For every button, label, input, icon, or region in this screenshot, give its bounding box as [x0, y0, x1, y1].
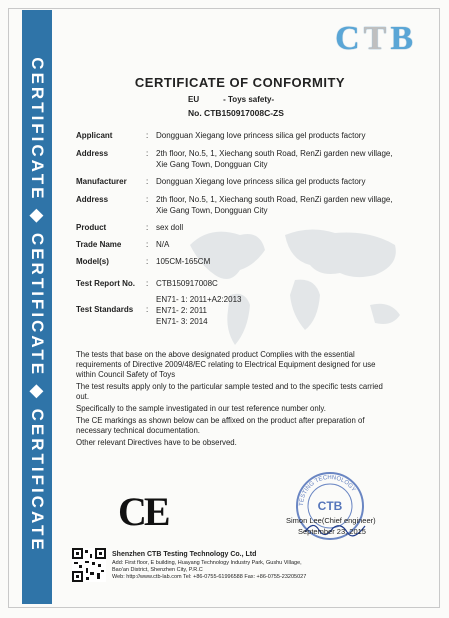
standard-line: EN71- 2: 2011	[156, 306, 207, 315]
certificate-title: CERTIFICATE OF CONFORMITY	[134, 75, 346, 90]
signature-date: September 23, 2015	[298, 527, 366, 536]
ce-mark: CE	[118, 489, 168, 534]
issuer-company: Shenzhen CTB Testing Technology Co., Ltd	[112, 551, 257, 558]
certificate-scope	[188, 95, 274, 104]
ctb-logo	[335, 22, 413, 56]
field-value: 2th floor, No.5, 1, Xiechang south Road, RenZi garden new village, Xie Gang Town, Dongguan City	[156, 149, 393, 169]
field-value: CTB150917008C	[156, 279, 218, 288]
standard-line: EN71- 1: 2011+A2:2013	[156, 295, 242, 304]
field-label: Product	[76, 223, 107, 232]
field-label: Model(s)	[76, 257, 109, 266]
issuer-contact: Web: http://www.ctb-lab.com Tel: +86-0755-61996588 Fax: +86-0755-23205027	[112, 574, 307, 580]
standard-line: EN71- 3: 2014	[156, 317, 208, 326]
field-label: Test Report No.	[76, 279, 135, 288]
stamp-center-text: CTB	[317, 499, 343, 513]
scope-category: - Toys safety-	[223, 95, 275, 104]
issuer-address-line: Add: First floor, E building, Huayang Technology Industry Park, Gushu Village,	[112, 560, 302, 566]
issuer-footer	[112, 551, 402, 581]
statement-paragraph: Other relevant Directives have to be observed.	[76, 438, 237, 447]
issuer-address-line: Bao'an District, Shenzhen City, P.R.C	[112, 567, 203, 573]
field-label: Address	[76, 195, 109, 204]
stamp-ring-text: TESTING TECHNOLOGY	[298, 474, 357, 507]
field-label: Trade Name	[76, 240, 122, 249]
field-label: Test Standards	[76, 305, 134, 314]
field-value: Dongguan Xiegang love princess silica gel products factory	[156, 131, 366, 140]
side-band-text: CERTIFICATE ◆ CERTIFICATE ◆ CERTIFICATE	[28, 57, 47, 553]
logo-letter-b: B	[390, 20, 413, 57]
field-value: N/A	[156, 240, 170, 249]
field-label: Address	[76, 149, 109, 158]
field-value: 105CM-165CM	[156, 257, 211, 266]
field-value	[156, 294, 406, 327]
field-label: Manufacturer	[76, 177, 127, 186]
field-value: sex doll	[156, 223, 184, 232]
statement-paragraph: Specifically to the sample investigated in our test reference number only.	[76, 404, 326, 413]
statement-paragraph: The CE markings as shown below can be affixed on the product after preparation of necessary technical documentation.	[76, 416, 365, 435]
field-value: 2th floor, No.5, 1, Xiechang south Road, RenZi garden new village, Xie Gang Town, Dongguan City	[156, 195, 393, 215]
statement-body	[76, 350, 396, 450]
field-value: Dongguan Xiegang love princess silica gel products factory	[156, 177, 366, 186]
logo-letter-t: T	[363, 20, 387, 57]
scope-region: EU	[188, 95, 200, 104]
certificate-page: CERTIFICATE ◆ CERTIFICATE ◆ CERTIFICATE C T B CERTIFICATE OF CONFORMITY EU - Toys safety- No. CTB150917008C-ZS Applicant : Dongguan Xiegang love princess silica gel products factory Address : 2th floor, No.5, 1, Xiechang south Road, RenZi garden new village, Xie Gang Town, Dongguan City Manufacturer : Dongguan Xiegang love princess silica gel products factory Address : 2th floor, No.5, 1, Xiechang south Road, RenZi garden new village, Xie Gang Town, Dongguan City Product : sex doll Trade Name : N/A Model(s) : 105CM-165CM Test Report No. : CTB150917008C Test Standards : EN71- 1: 2011+A2:2013 EN71- 2: 2011 EN71- 3: 2014 The tests that base on the above designated product Complies with the essential requirements of Directive 2009/48/EC relating to Electrical Equipment designed for use within Council Safety of Toys The test results apply only to the particular sample tested and to the specific tests carried out. Specifically to the sample investigated in our test reference number only. The CE markings as shown below can be affixed on the product after preparation of necessary technical documentation. Other relevant Directives have to be observed. CE TESTING TECHNOLOGY CTB Simon Lee(Chief engineer) September 23, 2015 Shenzhen CTB Testing Technology Co., Ltd Add: First floor, E building, Huayang Technology Industry Park, Gushu Village, Bao'an District, Shenzhen City, P.R.C Web: http://www.ctb-lab.com Tel: +86-0755-61996588 Fax: +86-0755-23205027	[0, 0, 449, 618]
logo-letter-c: C	[335, 20, 360, 57]
qr-code	[72, 548, 106, 582]
certificate-number: No. CTB150917008C-ZS	[188, 108, 284, 118]
field-label: Applicant	[76, 131, 113, 140]
signer-name: Simon Lee(Chief engineer)	[286, 516, 376, 525]
statement-paragraph: The tests that base on the above designated product Complies with the essential requirements of Directive 2009/48/EC relating to Electrical Equipment designed for use within Council Safety of Toys	[76, 350, 376, 379]
statement-paragraph: The test results apply only to the particular sample tested and to the specific tests carried out.	[76, 382, 383, 401]
